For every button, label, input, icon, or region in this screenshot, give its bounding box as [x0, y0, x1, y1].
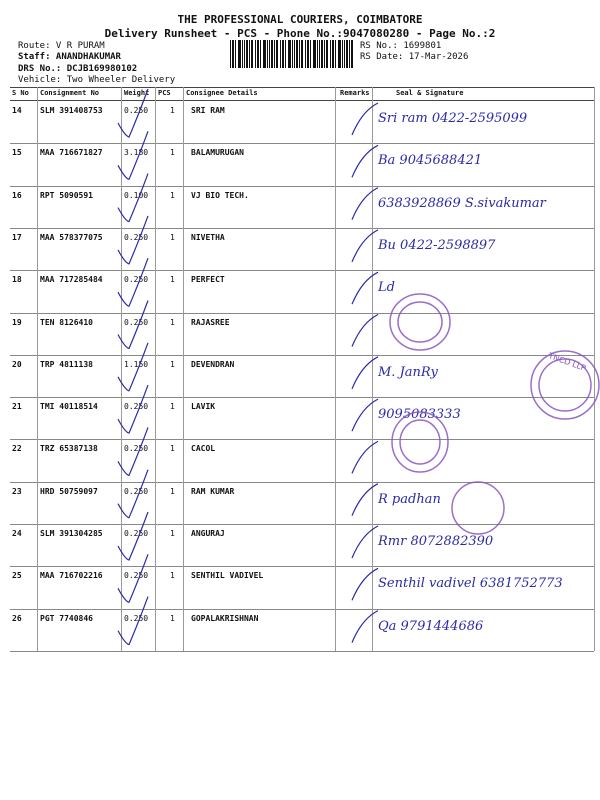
row-sno: 22 — [12, 444, 22, 454]
row-consignment: SLM 391304285 — [40, 529, 103, 538]
row-pcs: 1 — [170, 571, 175, 581]
check-mark — [352, 315, 378, 347]
row-consignee: RAJASREE — [191, 317, 230, 327]
row-pcs: 1 — [170, 486, 175, 496]
row-sno: 25 — [12, 571, 22, 581]
col-pcs: PCS — [158, 89, 171, 97]
check-mark — [352, 103, 378, 135]
row-consignee: GOPALAKRISHNAN — [191, 613, 259, 623]
handwritten-signature: Ba 9045688421 — [378, 153, 483, 169]
check-mark — [352, 526, 378, 558]
row-pcs: 1 — [170, 359, 175, 369]
row-consignment: TMI 40118514 — [40, 402, 98, 412]
row-consignee: ANGURAJ — [191, 529, 225, 538]
row-sno: 14 — [12, 106, 22, 115]
drs-label: DRS No.: DCJB169980102 — [18, 64, 138, 74]
vehicle-label: Vehicle: Two Wheeler Delivery — [18, 75, 176, 85]
check-mark — [118, 131, 148, 179]
check-mark — [118, 343, 148, 391]
row-consignment: MAA 716671827 — [40, 148, 103, 158]
company-title: THE PROFESSIONAL COURIERS, COIMBATORE — [177, 13, 423, 26]
row-consignment: PGT 7740846 — [40, 613, 93, 623]
row-pcs: 1 — [170, 232, 175, 242]
row-consignment: MAA 716702216 — [40, 571, 103, 581]
check-mark — [352, 441, 378, 473]
row-weight: 3.180 — [124, 148, 149, 158]
check-mark — [352, 611, 378, 643]
check-mark — [352, 188, 378, 220]
row-weight: 0.250 — [124, 571, 149, 581]
row-sno: 17 — [12, 232, 22, 242]
row-pcs: 1 — [170, 444, 175, 454]
row-consignment: MAA 578377075 — [40, 232, 103, 242]
row-pcs: 1 — [170, 148, 175, 158]
check-mark — [118, 216, 148, 264]
check-mark — [118, 470, 148, 518]
row-pcs: 1 — [170, 529, 175, 538]
row-weight: 0.250 — [124, 613, 149, 623]
handwritten-signature: Ld — [378, 280, 395, 296]
col-sno: S No — [12, 89, 29, 97]
row-weight: 0.250 — [124, 232, 149, 242]
route-label: Route: V R PURAM — [18, 41, 105, 51]
row-pcs: 1 — [170, 317, 175, 327]
row-sno: 16 — [12, 190, 22, 200]
row-consignment: TRZ 65387138 — [40, 444, 98, 454]
row-consignee: BALAMURUGAN — [191, 148, 244, 158]
row-consignee: SRI RAM — [191, 106, 225, 115]
col-remarks: Remarks — [340, 89, 370, 97]
handwritten-signature: R padhan — [378, 491, 441, 507]
row-weight: 0.100 — [124, 190, 149, 200]
handwritten-signature: Bu 0422-2598897 — [378, 237, 496, 253]
row-pcs: 1 — [170, 106, 175, 115]
staff-label: Staff: ANANDHAKUMAR — [18, 52, 121, 62]
row-weight: 0.250 — [124, 275, 149, 285]
row-consignee: PERFECT — [191, 275, 225, 285]
handwritten-signature: Qa 9791444686 — [378, 618, 484, 634]
row-consignee: LAVIK — [191, 402, 216, 412]
row-sno: 26 — [12, 613, 22, 623]
handwritten-signature: 6383928869 S.sivakumar — [378, 195, 546, 211]
check-mark — [118, 597, 148, 645]
check-mark — [118, 174, 148, 222]
check-mark — [352, 272, 378, 304]
row-weight: 0.250 — [124, 402, 149, 412]
row-consignee: VJ BIO TECH. — [191, 190, 249, 200]
row-weight: 0.250 — [124, 317, 149, 327]
row-consignment: RPT 5090591 — [40, 190, 93, 200]
col-weight: Weight — [124, 89, 150, 97]
check-mark — [118, 427, 148, 475]
runsheet-subtitle: Delivery Runsheet - PCS - Phone No.:9047080280 - Page No.:2 — [104, 27, 496, 40]
check-mark — [118, 512, 148, 560]
col-consignee: Consignee Details — [186, 89, 258, 97]
check-mark — [352, 145, 378, 177]
check-mark — [118, 554, 148, 602]
row-weight: 0.250 — [124, 529, 149, 538]
row-consignment: TEN 8126410 — [40, 317, 93, 327]
row-pcs: 1 — [170, 402, 175, 412]
row-consignee: DEVENDRAN — [191, 359, 235, 369]
check-mark — [352, 568, 378, 600]
check-mark — [352, 230, 378, 262]
handwritten-signature: 9095083333 — [378, 407, 461, 423]
col-consignment: Consignment No — [40, 89, 100, 97]
row-weight: 0.250 — [124, 444, 149, 454]
row-consignee: SENTHIL VADIVEL — [191, 571, 264, 581]
row-sno: 24 — [12, 529, 22, 538]
handwritten-signature: Sri ram 0422-2595099 — [378, 111, 528, 126]
row-consignee: CACOL — [191, 444, 216, 454]
row-sno: 18 — [12, 275, 22, 285]
row-consignee: RAM KUMAR — [191, 486, 235, 496]
row-sno: 20 — [12, 359, 22, 369]
handwritten-signature: Senthil vadivel 6381752773 — [378, 576, 563, 592]
rs-date: RS Date: 17-Mar-2026 — [360, 52, 469, 62]
check-mark — [118, 385, 148, 433]
handwritten-signature: Rmr 8072882390 — [378, 534, 494, 549]
row-weight: 1.150 — [124, 359, 149, 369]
check-mark — [352, 399, 378, 431]
check-mark — [118, 258, 148, 306]
row-pcs: 1 — [170, 613, 175, 623]
stamp-lower — [452, 482, 504, 534]
row-sno: 15 — [12, 148, 22, 158]
row-consignment: HRD 50759097 — [40, 486, 98, 496]
check-mark — [352, 357, 378, 389]
row-sno: 23 — [12, 486, 22, 496]
row-weight: 0.250 — [124, 486, 149, 496]
row-sno: 19 — [12, 317, 22, 327]
row-consignment: SLM 391408753 — [40, 106, 103, 115]
row-consignee: NIVETHA — [191, 232, 225, 242]
col-seal: Seal & Signature — [396, 89, 464, 97]
check-mark — [352, 484, 378, 516]
row-consignment: TRP 4811138 — [40, 359, 93, 369]
row-weight: 0.250 — [124, 106, 149, 115]
rs-number: RS No.: 1699801 — [360, 41, 442, 51]
check-mark — [118, 89, 148, 137]
row-pcs: 1 — [170, 190, 175, 200]
check-mark — [118, 301, 148, 349]
row-consignment: MAA 717285484 — [40, 275, 103, 285]
row-sno: 21 — [12, 402, 22, 412]
row-pcs: 1 — [170, 275, 175, 285]
stamp-text: TNCD LLP — [547, 351, 587, 373]
handwritten-signature: M. JanRy — [378, 364, 438, 380]
